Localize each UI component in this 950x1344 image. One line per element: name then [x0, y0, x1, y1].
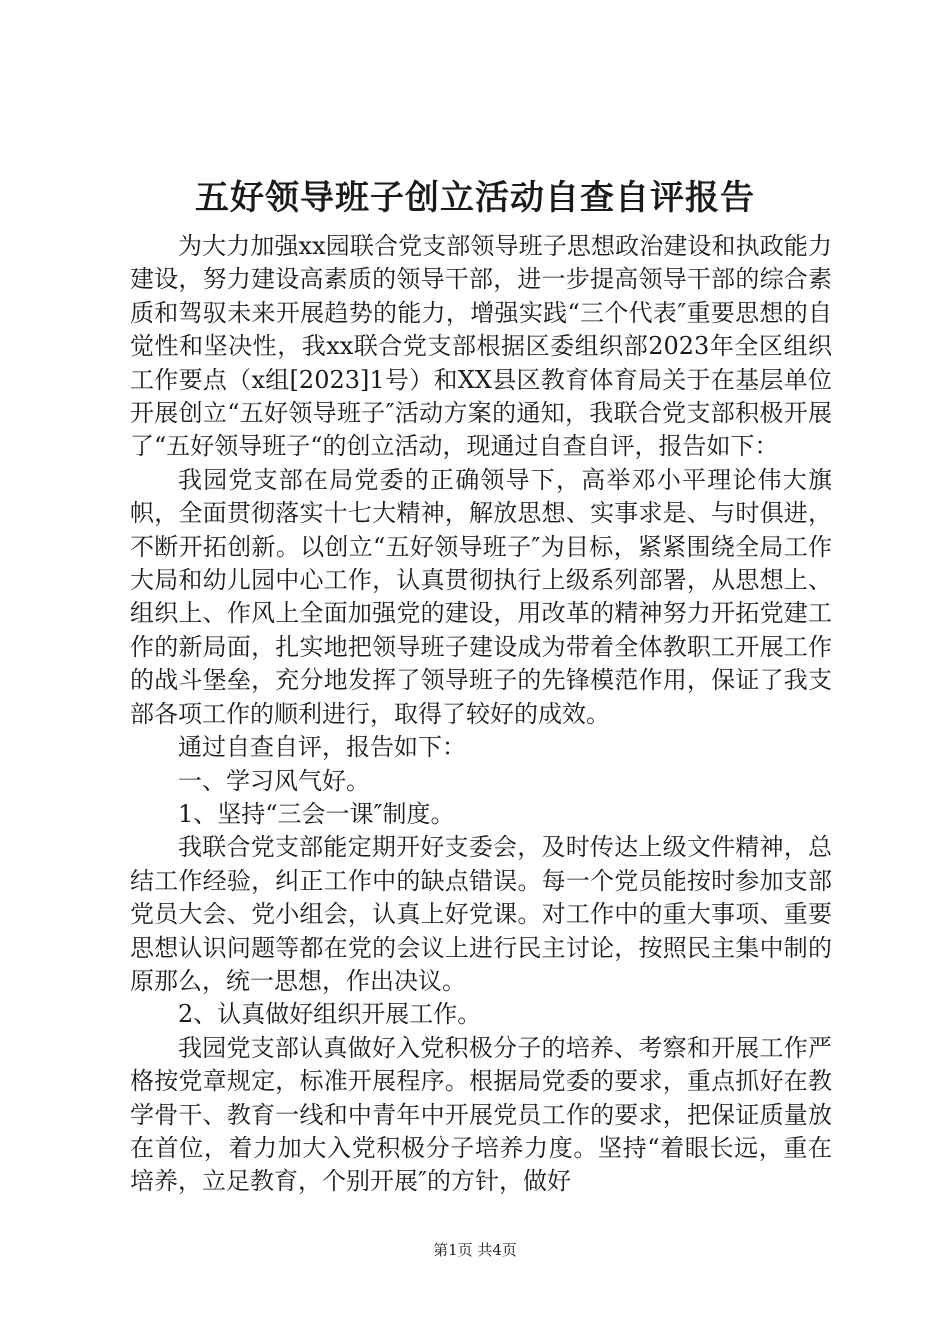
page-footer — [0, 1240, 950, 1260]
section-heading-study: 一、学习风气好。 — [178, 766, 370, 795]
paragraph-organization: 我园党支部认真做好入党积极分子的培养、考察和开展工作严格按党章规定，标准开展程序。根据局党委的要求，重点抓好在教学骨干、教育一线和中青年中开展党员工作的要求，把保证质量放在首位，着力加大入党积极分子培养力度。坚持“着眼长远，重在培养，立足教育，个别开展″的方针，做好 — [130, 1033, 832, 1196]
paragraph-report-lead: 通过自查自评，报告如下： — [178, 733, 466, 762]
document-body — [130, 230, 832, 1199]
page-number: 第1页 — [433, 1241, 473, 1259]
paragraph-meetings: 我联合党支部能定期开好支委会，及时传达上级文件精神，总结工作经验，纠正工作中的缺点错误。每一个党员能按时参加支部党员大会、党小组会，认真上好党课。对工作中的重大事项、重要思想认识问题等都在党的会议上进行民主讨论，按照民主集中制的原那么，统一思想，作出决议。 — [130, 833, 832, 995]
subheading-meetings: 1、坚持“三会一课″制度。 — [178, 799, 455, 828]
subheading-organization: 2、认真做好组织开展工作。 — [178, 1000, 482, 1029]
page-total: 共4页 — [477, 1241, 517, 1259]
document-title: 五好领导班子创立活动自查自评报告 — [195, 178, 755, 218]
paragraph-intro: 为大力加强xx园联合党支部领导班子思想政治建设和执政能力建设，努力建设高素质的领导干部，进一步提高领导干部的综合素质和驾驭未来开展趋势的能力，增强实践“三个代表″重要思想的自觉性和坚决性，我xx联合党支部根据区委组织部2023年全区组织工作要点（x组[2023]1号）和XX县区教育体育局关于在基层单位开展创立“五好领导班子″活动方案的通知，我联合党支部积极开展了“五好领导班子“的创立活动，现通过自查自评，报告如下： — [130, 232, 832, 461]
paragraph-overview: 我园党支部在局党委的正确领导下，高举邓小平理论伟大旗帜，全面贯彻落实十七大精神，解放思想、实事求是、与时俱进，不断开拓创新。以创立“五好领导班子″为目标，紧紧围绕全局工作大局和幼儿园中心工作，认真贯彻执行上级系列部署，从思想上、组织上、作风上全面加强党的建设，用改革的精神努力开拓党建工作的新局面，扎实地把领导班子建设成为带着全体教职工开展工作的战斗堡垒，充分地发挥了领导班子的先锋模范作用，保证了我支部各项工作的顺利进行，取得了较好的成效。 — [130, 465, 832, 728]
